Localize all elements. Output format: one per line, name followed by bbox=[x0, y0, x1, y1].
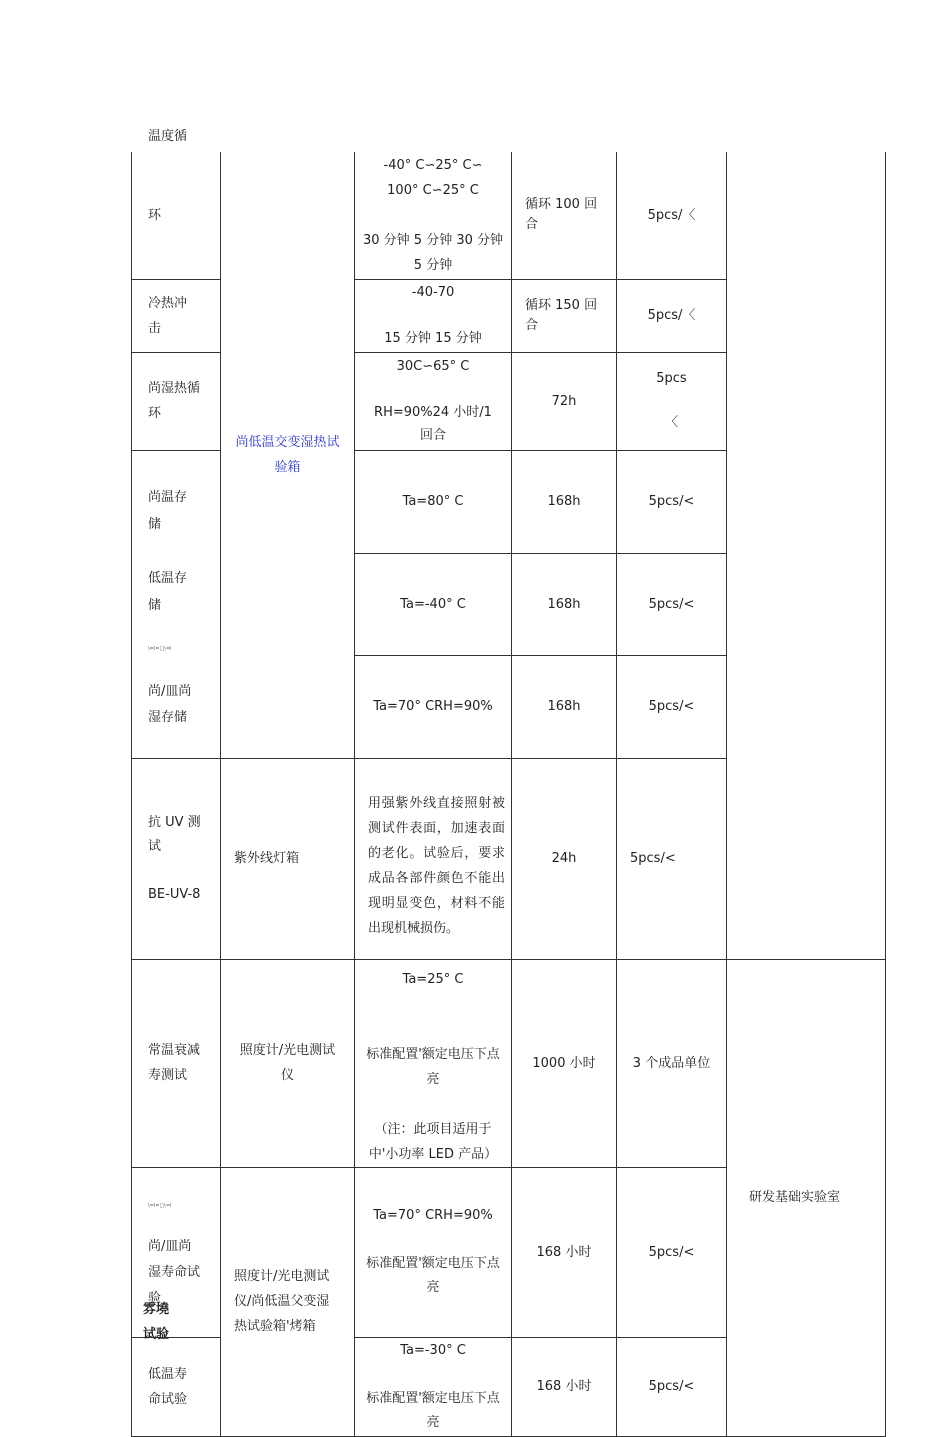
condition-cell: Ta=70° CRH=90% bbox=[355, 656, 512, 758]
duration-cell: 168 小时 bbox=[512, 1337, 617, 1436]
test-name: 尚/皿尚 湿寿命试 验 bbox=[148, 1238, 201, 1306]
condition-cell: 30C∽65° C RH=90%24 小时/1 回合 bbox=[355, 352, 512, 450]
condition-cell: Ta=70° CRH=90% 标准配置'额定电压下点 亮 bbox=[355, 1167, 512, 1337]
equipment-cell: 紫外线灯箱 bbox=[221, 758, 355, 959]
test-name: 低温寿 命试验 bbox=[132, 1337, 221, 1436]
test-name: 常温衰减 寿测试 bbox=[132, 959, 221, 1167]
test-name: 环 bbox=[132, 152, 221, 279]
test-name: 抗 UV 测 试 BE-UV-8 bbox=[132, 758, 221, 959]
equipment-cell: 照度计/光电测试 仪 bbox=[221, 959, 355, 1167]
test-name: 冷热冲 击 bbox=[132, 279, 221, 352]
quantity-cell: 5pcs 〈 bbox=[617, 352, 727, 450]
duration-cell: 168 小时 bbox=[512, 1167, 617, 1337]
duration-cell: 1000 小时 bbox=[512, 959, 617, 1167]
condition-cell: -40° C∽25° C∽ 100° C∽25° C 30 分钟 5 分钟 30 分钟 5 分钟 bbox=[355, 152, 512, 279]
test-name: 尚温存 储 bbox=[148, 489, 188, 532]
duration-cell: 168h bbox=[512, 554, 617, 656]
quantity-cell: 5pcs/〈 bbox=[617, 279, 727, 352]
duration-cell: 循环 100 回 合 bbox=[512, 152, 617, 279]
equipment-cell: 尚低温交变湿热试 验箱 bbox=[221, 152, 355, 758]
duration-cell: 循环 150 回 合 bbox=[512, 279, 617, 352]
quantity-cell: 5pcs/< bbox=[617, 656, 727, 758]
tiny-mark: \=l=□\=l bbox=[148, 645, 172, 652]
duration-cell: 168h bbox=[512, 656, 617, 758]
quantity-cell: 5pcs/< bbox=[617, 1167, 727, 1337]
table-row bbox=[132, 152, 886, 279]
quantity-cell: 5pcs/< bbox=[617, 758, 727, 959]
duration-cell: 168h bbox=[512, 450, 617, 554]
condition-cell: 用强紫外线直接照射被测试件表面，加速表面的老化。试验后，要求成品各部件颜色不能出现明显变色，材料不能出现机械损伤。 bbox=[355, 758, 512, 959]
table-row bbox=[132, 959, 886, 1167]
quantity-cell: 5pcs/〈 bbox=[617, 152, 727, 279]
duration-cell: 72h bbox=[512, 352, 617, 450]
quantity-cell: 3 个成品单位 bbox=[617, 959, 727, 1167]
test-name: 尚/皿尚 湿存储 bbox=[148, 683, 192, 725]
condition-cell: Ta=-40° C bbox=[355, 554, 512, 656]
storage-names-cell bbox=[132, 450, 221, 758]
quantity-cell: 5pcs/< bbox=[617, 1337, 727, 1436]
lab-cell: 研发基础实验室 bbox=[727, 959, 886, 1436]
condition-cell: -40-70 15 分钟 15 分钟 bbox=[355, 279, 512, 352]
tiny-mark: \=l=□\=l bbox=[148, 1202, 172, 1209]
test-name: 尚湿热循 环 bbox=[132, 352, 221, 450]
quantity-cell: 5pcs/< bbox=[617, 554, 727, 656]
equipment-cell: 照度计/光电测试 仪/尚低温父变湿 热试验箱'烤箱 bbox=[221, 1167, 355, 1436]
condition-cell: Ta=-30° C 标准配置'额定电压下点 亮 bbox=[355, 1337, 512, 1436]
condition-cell: Ta=25° C 标准配置'额定电压下点 亮 （注：此项目适用于 中'小功率 LED 产品） bbox=[355, 959, 512, 1167]
test-table bbox=[131, 152, 886, 1437]
section-label-bottom: 雰墝 试验 bbox=[143, 1302, 170, 1342]
condition-cell: Ta=80° C bbox=[355, 450, 512, 554]
lab-cell-empty bbox=[727, 152, 886, 959]
section-label-top: 温度循 bbox=[148, 129, 188, 144]
duration-cell: 24h bbox=[512, 758, 617, 959]
quantity-cell: 5pcs/< bbox=[617, 450, 727, 554]
test-name: 低温存 储 bbox=[148, 570, 188, 613]
